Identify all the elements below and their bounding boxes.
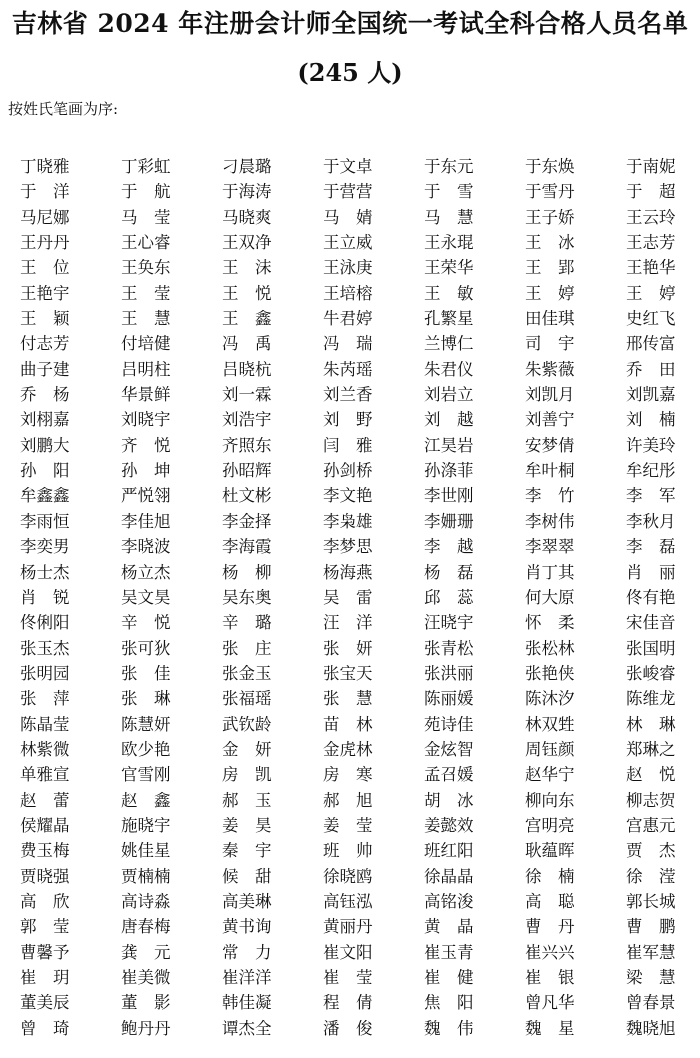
name-entry: 秦 宇 bbox=[222, 841, 272, 861]
name-entry: 刘 楠 bbox=[626, 410, 676, 430]
name-entry: 马 莹 bbox=[121, 207, 171, 227]
name-entry: 鲍丹丹 bbox=[121, 1018, 171, 1038]
name-entry: 焦 阳 bbox=[424, 993, 474, 1013]
name-entry: 张 慧 bbox=[323, 689, 373, 709]
name-entry: 张国明 bbox=[626, 638, 676, 658]
name-entry: 王 婷 bbox=[525, 283, 575, 303]
name-entry: 辛 璐 bbox=[222, 613, 272, 633]
name-entry: 于海涛 bbox=[222, 182, 272, 202]
name-entry: 赵 悦 bbox=[626, 765, 676, 785]
name-entry: 周钰颜 bbox=[525, 739, 575, 759]
name-entry: 李金择 bbox=[222, 511, 272, 531]
name-entry: 张松林 bbox=[525, 638, 575, 658]
name-entry: 田佳琪 bbox=[525, 309, 575, 329]
name-entry: 张玉杰 bbox=[20, 638, 70, 658]
name-entry: 牟纪彤 bbox=[626, 461, 676, 481]
name-entry: 高美琳 bbox=[222, 891, 272, 911]
name-entry: 丁晓雅 bbox=[20, 157, 70, 176]
name-entry: 王 冰 bbox=[525, 233, 575, 253]
name-entry: 刁晨璐 bbox=[222, 157, 272, 176]
name-entry: 曾 琦 bbox=[20, 1018, 70, 1038]
name-entry: 王心睿 bbox=[121, 233, 171, 253]
name-entry: 黄书询 bbox=[222, 917, 272, 937]
name-entry: 崔军慧 bbox=[626, 942, 676, 962]
name-entry: 王 悦 bbox=[222, 283, 272, 303]
name-entry: 孙剑桥 bbox=[323, 461, 373, 481]
name-entry: 张 琳 bbox=[121, 689, 171, 709]
name-entry: 李 竹 bbox=[525, 486, 575, 506]
name-entry: 邢传富 bbox=[626, 334, 676, 354]
name-entry: 李 越 bbox=[424, 537, 474, 557]
name-entry: 魏晓旭 bbox=[626, 1018, 676, 1038]
name-entry: 朱芮瑶 bbox=[323, 359, 373, 379]
name-entry: 陈晶莹 bbox=[20, 714, 70, 734]
document-count: (245 人) bbox=[297, 58, 403, 87]
name-entry: 陈丽媛 bbox=[424, 689, 474, 709]
name-entry: 安梦倩 bbox=[525, 435, 575, 455]
name-entry: 张洪丽 bbox=[424, 663, 474, 683]
name-entry: 贾楠楠 bbox=[121, 866, 171, 886]
name-entry: 王立威 bbox=[323, 233, 373, 253]
name-entry: 金 妍 bbox=[222, 739, 272, 759]
name-entry: 魏 星 bbox=[525, 1018, 575, 1038]
name-entry: 董 影 bbox=[121, 993, 171, 1013]
name-entry: 徐晶晶 bbox=[424, 866, 474, 886]
name-entry: 崔 莹 bbox=[323, 968, 373, 987]
name-entry: 高铭浚 bbox=[424, 891, 474, 911]
name-entry: 王云玲 bbox=[626, 207, 676, 227]
name-entry: 郝 玉 bbox=[222, 790, 272, 810]
name-entry: 费玉梅 bbox=[20, 841, 70, 861]
name-entry: 牛君婷 bbox=[323, 309, 373, 329]
name-entry: 刘 越 bbox=[424, 410, 474, 430]
name-entry: 齐 悦 bbox=[121, 435, 171, 455]
name-entry: 朱紫薇 bbox=[525, 359, 575, 379]
name-entry: 李 军 bbox=[626, 486, 676, 506]
name-entry: 徐 滢 bbox=[626, 866, 676, 886]
name-entry: 王 鑫 bbox=[222, 309, 272, 329]
name-entry: 曹馨予 bbox=[20, 942, 70, 962]
name-entry: 于东元 bbox=[424, 157, 474, 176]
name-entry: 吕明柱 bbox=[121, 359, 171, 379]
name-entry: 李姗珊 bbox=[424, 511, 474, 531]
name-entry: 于营营 bbox=[323, 182, 373, 202]
name-entry: 闫 雅 bbox=[323, 435, 373, 455]
name-entry: 赵 鑫 bbox=[121, 790, 171, 810]
name-entry: 崔 健 bbox=[424, 968, 474, 987]
name-entry: 吴东奥 bbox=[222, 587, 272, 607]
name-entry: 乔 田 bbox=[626, 359, 676, 379]
name-entry: 王 婷 bbox=[626, 283, 676, 303]
name-entry: 杨 磊 bbox=[424, 562, 474, 582]
name-entry: 李文艳 bbox=[323, 486, 373, 506]
name-entry: 王艳宇 bbox=[20, 283, 70, 303]
name-entry: 施晓宇 bbox=[121, 815, 171, 835]
ordering-note: 按姓氏笔画为序: bbox=[8, 100, 119, 118]
name-entry: 刘一霖 bbox=[222, 385, 272, 405]
name-entry: 张峻睿 bbox=[626, 663, 676, 683]
name-entry: 王奂东 bbox=[121, 258, 171, 278]
name-entry: 刘 野 bbox=[323, 410, 373, 430]
name-entry: 房 寒 bbox=[323, 765, 373, 785]
name-entry: 于东焕 bbox=[525, 157, 575, 176]
name-entry: 牟鑫鑫 bbox=[20, 486, 70, 506]
name-entry: 徐 楠 bbox=[525, 866, 575, 886]
name-entry: 贾 杰 bbox=[626, 841, 676, 861]
name-entry: 杨立杰 bbox=[121, 562, 171, 582]
name-entry: 房 凯 bbox=[222, 765, 272, 785]
name-entry: 龚 元 bbox=[121, 942, 171, 962]
name-entry: 王永琨 bbox=[424, 233, 474, 253]
name-entry: 李枭雄 bbox=[323, 511, 373, 531]
name-entry: 吴文昊 bbox=[121, 587, 171, 607]
name-entry: 冯 禹 bbox=[222, 334, 272, 354]
name-entry: 陈慧妍 bbox=[121, 714, 171, 734]
name-entry: 曾凡华 bbox=[525, 993, 575, 1013]
name-entry: 唐春梅 bbox=[121, 917, 171, 937]
name-entry: 张可狄 bbox=[121, 638, 171, 658]
name-entry: 孙 阳 bbox=[20, 461, 70, 481]
name-entry: 崔美微 bbox=[121, 968, 171, 987]
name-entry: 何大原 bbox=[525, 587, 575, 607]
name-entry: 李佳旭 bbox=[121, 511, 171, 531]
name-entry: 官雪刚 bbox=[121, 765, 171, 785]
name-entry: 董美辰 bbox=[20, 993, 70, 1013]
name-entry: 刘栩嘉 bbox=[20, 410, 70, 430]
name-entry: 于文卓 bbox=[323, 157, 373, 176]
name-entry: 张 佳 bbox=[121, 663, 171, 683]
name-entry: 刘善宁 bbox=[525, 410, 575, 430]
name-entry: 武钦龄 bbox=[222, 714, 272, 734]
name-entry: 刘凯月 bbox=[525, 385, 575, 405]
name-entry: 吕晓杭 bbox=[222, 359, 272, 379]
name-entry: 梁 慧 bbox=[626, 968, 676, 987]
name-entry: 贾晓强 bbox=[20, 866, 70, 886]
name-entry: 姜 昊 bbox=[222, 815, 272, 835]
name-entry: 张 萍 bbox=[20, 689, 70, 709]
name-entry: 张 妍 bbox=[323, 638, 373, 658]
name-entry: 张宝天 bbox=[323, 663, 373, 683]
name-entry: 胡 冰 bbox=[424, 790, 474, 810]
name-entry: 赵 蕾 bbox=[20, 790, 70, 810]
name-entry: 高 欣 bbox=[20, 891, 70, 911]
name-entry: 金炫智 bbox=[424, 739, 474, 759]
name-entry: 李梦思 bbox=[323, 537, 373, 557]
name-entry: 崔洋洋 bbox=[222, 968, 272, 987]
name-entry: 高 聪 bbox=[525, 891, 575, 911]
name-entry: 郝 旭 bbox=[323, 790, 373, 810]
name-entry: 于 洋 bbox=[20, 182, 70, 202]
name-entry: 刘鹏大 bbox=[20, 435, 70, 455]
name-entry: 肖 丽 bbox=[626, 562, 676, 582]
name-entry: 宋佳音 bbox=[626, 613, 676, 633]
name-entry: 付志芳 bbox=[20, 334, 70, 354]
name-entry: 宫惠元 bbox=[626, 815, 676, 835]
name-entry: 孙昭辉 bbox=[222, 461, 272, 481]
name-entry: 程 倩 bbox=[323, 993, 373, 1013]
name-entry: 于雪丹 bbox=[525, 182, 575, 202]
name-entry: 林 琳 bbox=[626, 714, 676, 734]
name-entry: 刘岩立 bbox=[424, 385, 474, 405]
name-entry: 于 雪 bbox=[424, 182, 474, 202]
name-entry: 冯 瑞 bbox=[323, 334, 373, 354]
name-entry: 刘浩宇 bbox=[222, 410, 272, 430]
name-entry: 马 婧 bbox=[323, 207, 373, 227]
name-entry: 孟召媛 bbox=[424, 765, 474, 785]
name-entry: 耿蕴晖 bbox=[525, 841, 575, 861]
name-entry: 曲子建 bbox=[20, 359, 70, 379]
name-entry: 高诗淼 bbox=[121, 891, 171, 911]
name-entry: 刘晓宇 bbox=[121, 410, 171, 430]
name-entry: 王 沫 bbox=[222, 258, 272, 278]
name-entry: 崔文阳 bbox=[323, 942, 373, 962]
name-entry: 张青松 bbox=[424, 638, 474, 658]
name-entry: 曹 鹏 bbox=[626, 917, 676, 937]
names-list bbox=[0, 154, 700, 1041]
name-entry: 于 超 bbox=[626, 182, 676, 202]
name-entry: 姚佳星 bbox=[121, 841, 171, 861]
name-entry: 马晓爽 bbox=[222, 207, 272, 227]
name-entry: 柳向东 bbox=[525, 790, 575, 810]
name-entry: 史红飞 bbox=[626, 309, 676, 329]
name-entry: 曹 丹 bbox=[525, 917, 575, 937]
name-entry: 韩佳凝 bbox=[222, 993, 272, 1013]
name-entry: 崔 玥 bbox=[20, 968, 70, 987]
name-entry: 陈维龙 bbox=[626, 689, 676, 709]
name-entry: 曾春景 bbox=[626, 993, 676, 1013]
name-entry: 班 帅 bbox=[323, 841, 373, 861]
name-entry: 司 宇 bbox=[525, 334, 575, 354]
name-entry: 严悦翎 bbox=[121, 486, 171, 506]
name-entry: 李晓波 bbox=[121, 537, 171, 557]
name-entry: 李 磊 bbox=[626, 537, 676, 557]
name-entry: 郑琳之 bbox=[626, 739, 676, 759]
name-entry: 常 力 bbox=[222, 942, 272, 962]
name-entry: 赵华宁 bbox=[525, 765, 575, 785]
name-entry: 杜文彬 bbox=[222, 486, 272, 506]
name-entry: 王泳庚 bbox=[323, 258, 373, 278]
name-entry: 佟俐阳 bbox=[20, 613, 70, 633]
name-entry: 王丹丹 bbox=[20, 233, 70, 253]
name-entry: 林紫微 bbox=[20, 739, 70, 759]
name-entry: 张福瑶 bbox=[222, 689, 272, 709]
name-entry: 郭 莹 bbox=[20, 917, 70, 937]
name-entry: 王艳华 bbox=[626, 258, 676, 278]
name-entry: 刘凯嘉 bbox=[626, 385, 676, 405]
document-title: 吉林省 2024 年注册会计师全国统一考试全科合格人员名单 bbox=[11, 9, 689, 38]
name-entry: 乔 杨 bbox=[20, 385, 70, 405]
name-entry: 姜懿效 bbox=[424, 815, 474, 835]
name-entry: 王 郢 bbox=[525, 258, 575, 278]
name-entry: 汪 洋 bbox=[323, 613, 373, 633]
name-entry: 于 航 bbox=[121, 182, 171, 202]
name-entry: 肖丁其 bbox=[525, 562, 575, 582]
name-entry: 张明园 bbox=[20, 663, 70, 683]
name-entry: 郭长城 bbox=[626, 891, 676, 911]
name-entry: 汪晓宇 bbox=[424, 613, 474, 633]
name-entry: 王 位 bbox=[20, 258, 70, 278]
name-entry: 王子娇 bbox=[525, 207, 575, 227]
name-entry: 马 慧 bbox=[424, 207, 474, 227]
name-entry: 江昊岩 bbox=[424, 435, 474, 455]
name-entry: 林双甡 bbox=[525, 714, 575, 734]
name-entry: 金虎林 bbox=[323, 739, 373, 759]
name-entry: 孙涤菲 bbox=[424, 461, 474, 481]
name-entry: 邱 蕊 bbox=[424, 587, 474, 607]
name-entry: 苗 林 bbox=[323, 714, 373, 734]
name-entry: 王 颖 bbox=[20, 309, 70, 329]
name-entry: 刘兰香 bbox=[323, 385, 373, 405]
name-entry: 佟有艳 bbox=[626, 587, 676, 607]
name-entry: 兰博仁 bbox=[424, 334, 474, 354]
name-entry: 侯耀晶 bbox=[20, 815, 70, 835]
name-entry: 李秋月 bbox=[626, 511, 676, 531]
name-entry: 崔玉青 bbox=[424, 942, 474, 962]
name-entry: 王培榕 bbox=[323, 283, 373, 303]
name-entry: 华景鲜 bbox=[121, 385, 171, 405]
name-entry: 王 敏 bbox=[424, 283, 474, 303]
name-entry: 李海霞 bbox=[222, 537, 272, 557]
name-entry: 魏 伟 bbox=[424, 1018, 474, 1038]
name-entry: 班红阳 bbox=[424, 841, 474, 861]
name-entry: 李奕男 bbox=[20, 537, 70, 557]
name-entry: 孙 坤 bbox=[121, 461, 171, 481]
name-entry: 李翠翠 bbox=[525, 537, 575, 557]
name-entry: 张艳侠 bbox=[525, 663, 575, 683]
name-entry: 辛 悦 bbox=[121, 613, 171, 633]
name-entry: 徐晓鸥 bbox=[323, 866, 373, 886]
name-entry: 姜 莹 bbox=[323, 815, 373, 835]
name-entry: 李树伟 bbox=[525, 511, 575, 531]
name-entry: 张金玉 bbox=[222, 663, 272, 683]
name-entry: 李世刚 bbox=[424, 486, 474, 506]
name-entry: 王 莹 bbox=[121, 283, 171, 303]
name-entry: 肖 锐 bbox=[20, 587, 70, 607]
name-entry: 杨 柳 bbox=[222, 562, 272, 582]
name-entry: 黄丽丹 bbox=[323, 917, 373, 937]
name-entry: 潘 俊 bbox=[323, 1018, 373, 1038]
name-entry: 陈沐汐 bbox=[525, 689, 575, 709]
name-entry: 王志芳 bbox=[626, 233, 676, 253]
name-entry: 张 庄 bbox=[222, 638, 272, 658]
name-entry: 马尼娜 bbox=[20, 207, 70, 227]
name-entry: 苑诗佳 bbox=[424, 714, 474, 734]
name-entry: 高钰泓 bbox=[323, 891, 373, 911]
name-entry: 崔兴兴 bbox=[525, 942, 575, 962]
name-entry: 候 甜 bbox=[222, 866, 272, 886]
name-entry: 宫明亮 bbox=[525, 815, 575, 835]
name-entry: 欧少艳 bbox=[121, 739, 171, 759]
name-entry: 吴 雷 bbox=[323, 587, 373, 607]
name-entry: 杨海燕 bbox=[323, 562, 373, 582]
name-entry: 付培健 bbox=[121, 334, 171, 354]
name-entry: 崔 银 bbox=[525, 968, 575, 987]
name-entry: 单雅宣 bbox=[20, 765, 70, 785]
name-entry: 杨士杰 bbox=[20, 562, 70, 582]
name-entry: 李雨恒 bbox=[20, 511, 70, 531]
name-entry: 黄 晶 bbox=[424, 917, 474, 937]
name-entry: 王 慧 bbox=[121, 309, 171, 329]
name-entry: 丁彩虹 bbox=[121, 157, 171, 176]
name-entry: 朱君仪 bbox=[424, 359, 474, 379]
name-entry: 于南妮 bbox=[626, 157, 676, 176]
name-entry: 谭杰全 bbox=[222, 1018, 272, 1038]
name-entry: 牟叶桐 bbox=[525, 461, 575, 481]
name-entry: 王双净 bbox=[222, 233, 272, 253]
name-entry: 柳志贺 bbox=[626, 790, 676, 810]
name-entry: 孔繁星 bbox=[424, 309, 474, 329]
name-entry: 齐照东 bbox=[222, 435, 272, 455]
name-entry: 许美玲 bbox=[626, 435, 676, 455]
name-entry: 怀 柔 bbox=[525, 613, 575, 633]
name-entry: 王荣华 bbox=[424, 258, 474, 278]
